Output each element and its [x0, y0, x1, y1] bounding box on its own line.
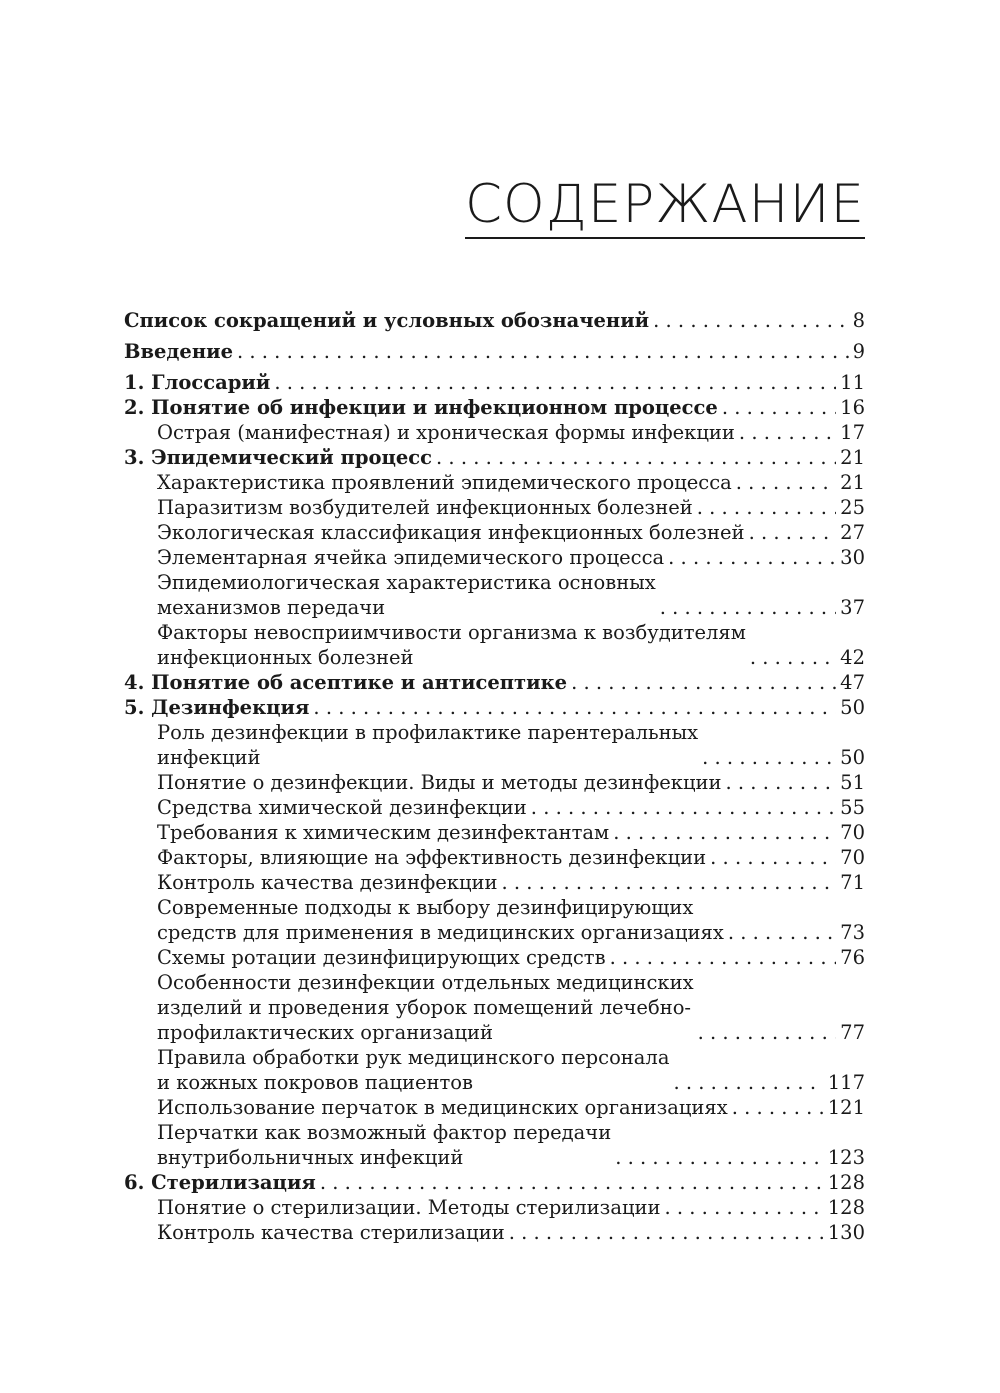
dot-leader: [313, 695, 836, 720]
dot-leader: [436, 445, 836, 470]
dot-leader: [722, 395, 836, 420]
toc-entry-title: [124, 445, 432, 470]
toc-entry: [124, 1045, 865, 1095]
toc-entry-title-line: Перчатки как возможный фактор передачи: [157, 1121, 612, 1144]
toc-entry: [124, 820, 865, 845]
toc-page-number: 47: [840, 671, 865, 694]
toc-page-number: 121: [827, 1096, 865, 1119]
dot-leader: [502, 870, 837, 895]
toc-entry-title: [157, 470, 732, 495]
toc-entry-title-line: Контроль качества стерилизации: [157, 1221, 505, 1244]
dot-leader: [710, 845, 836, 870]
toc-entry-title: [157, 820, 609, 845]
toc-entry-title-line: 6. Стерилизация: [124, 1171, 316, 1194]
dot-leader: [571, 670, 836, 695]
toc-entry: [124, 945, 865, 970]
toc-entry-title-line: 3. Эпидемический процесс: [124, 446, 433, 469]
toc-entry-title: [157, 570, 656, 620]
toc-page-number: 50: [840, 746, 865, 769]
toc-entry-title: [157, 1220, 505, 1245]
toc-entry: [124, 1170, 865, 1195]
toc-entry-title: [157, 970, 694, 1045]
toc-entry-title-line: Требования к химическим дезинфектантам: [157, 821, 610, 844]
toc-page-number: 123: [827, 1146, 865, 1169]
toc-entry-title-line: Роль дезинфекции в профилактике парентеральных: [157, 721, 699, 744]
toc-page-number: 11: [840, 371, 865, 394]
toc-page-number: 30: [840, 546, 865, 569]
dot-leader: [673, 1070, 823, 1095]
dot-leader: [702, 745, 836, 770]
toc-entry-title-line: 2. Понятие об инфекции и инфекционном процессе: [124, 396, 718, 419]
toc-entry-title: [124, 370, 270, 395]
dot-leader: [320, 1170, 824, 1195]
toc-entry: [124, 308, 865, 333]
dot-leader: [274, 370, 836, 395]
toc-page-number: 9: [852, 340, 865, 363]
toc-entry-title-line: Понятие о дезинфекции. Виды и методы дезинфекции: [157, 771, 722, 794]
toc-entry: [124, 695, 865, 720]
toc-entry-title-line: Характеристика проявлений эпидемического процесса: [157, 471, 732, 494]
toc-entry-title: [157, 845, 706, 870]
toc-entry-title-line: Паразитизм возбудителей инфекционных болезней: [157, 496, 693, 519]
toc-entry: [124, 895, 865, 945]
toc-entry-title-line: внутрибольничных инфекций: [157, 1146, 464, 1169]
toc-entry-title-line: Факторы невосприимчивости организма к возбудителям: [157, 621, 746, 644]
dot-leader: [668, 545, 836, 570]
toc-entry-title: [157, 720, 698, 770]
toc-entry: [124, 370, 865, 395]
toc-page-number: 16: [840, 396, 865, 419]
toc-entry-title-line: Использование перчаток в медицинских организациях: [157, 1096, 728, 1119]
table-of-contents: [124, 308, 865, 1245]
toc-entry-title: [157, 420, 735, 445]
dot-leader: [660, 595, 836, 620]
toc-entry-title-line: Средства химической дезинфекции: [157, 796, 527, 819]
dot-leader: [728, 920, 836, 945]
toc-entry-title: [157, 1045, 669, 1095]
toc-entry-title: [157, 895, 724, 945]
toc-entry: [124, 1195, 865, 1220]
toc-page-number: 21: [840, 446, 865, 469]
toc-page-number: 117: [827, 1071, 865, 1094]
toc-entry-title-line: и кожных покровов пациентов: [157, 1071, 474, 1094]
toc-page-number: 128: [827, 1196, 865, 1219]
dot-leader: [664, 1195, 823, 1220]
page-heading: СОДЕРЖАНИЕ: [465, 178, 865, 239]
toc-entry-title: [157, 945, 606, 970]
dot-leader: [736, 470, 836, 495]
toc-entry: [124, 339, 865, 364]
toc-entry: [124, 545, 865, 570]
toc-entry-title: [157, 545, 664, 570]
dot-leader: [750, 645, 836, 670]
toc-page-number: 17: [840, 421, 865, 444]
dot-leader: [509, 1220, 824, 1245]
toc-entry: [124, 770, 865, 795]
toc-entry: [124, 670, 865, 695]
toc-entry: [124, 445, 865, 470]
toc-entry-title: [157, 870, 498, 895]
toc-page-number: 8: [852, 309, 865, 332]
toc-entry-title: [157, 770, 722, 795]
toc-entry-title-line: 4. Понятие об асептике и антисептике: [124, 671, 568, 694]
dot-leader: [749, 520, 837, 545]
toc-entry-title-line: Элементарная ячейка эпидемического процесса: [157, 546, 665, 569]
toc-entry-title: [157, 795, 527, 820]
toc-page-number: 25: [840, 496, 865, 519]
toc-page-number: 76: [840, 946, 865, 969]
toc-entry-title: [157, 520, 745, 545]
toc-entry-title-line: профилактических организаций: [157, 1021, 494, 1044]
toc-entry-title: [157, 1095, 728, 1120]
toc-entry-title-line: 1. Глоссарий: [124, 371, 271, 394]
dot-leader: [615, 1145, 824, 1170]
toc-entry-title-line: Особенности дезинфекции отдельных медицинских: [157, 971, 694, 994]
toc-entry-title: [124, 695, 309, 720]
toc-entry-title-line: изделий и проведения уборок помещений лечебно-: [157, 996, 692, 1019]
toc-entry: [124, 395, 865, 420]
toc-entry: [124, 520, 865, 545]
toc-entry: [124, 1220, 865, 1245]
toc-entry-title-line: 5. Дезинфекция: [124, 696, 310, 719]
toc-entry: [124, 1120, 865, 1170]
toc-entry: [124, 620, 865, 670]
toc-page-number: 71: [840, 871, 865, 894]
toc-entry-title: [157, 1120, 611, 1170]
dot-leader: [610, 945, 837, 970]
toc-entry: [124, 495, 865, 520]
toc-entry: [124, 845, 865, 870]
toc-entry-title: [124, 339, 233, 364]
dot-leader: [732, 1095, 824, 1120]
toc-page-number: 128: [827, 1171, 865, 1194]
toc-entry-title-line: Современные подходы к выбору дезинфицирующих: [157, 896, 694, 919]
toc-entry-title-line: Список сокращений и условных обозначений: [124, 309, 650, 332]
dot-leader: [726, 770, 837, 795]
toc-entry: [124, 970, 865, 1045]
toc-entry: [124, 420, 865, 445]
toc-entry-title: [124, 1170, 316, 1195]
toc-page-number: 77: [840, 1021, 865, 1044]
dot-leader: [739, 420, 836, 445]
toc-entry-title-line: инфекций: [157, 746, 261, 769]
toc-entry-title-line: Факторы, влияющие на эффективность дезинфекции: [157, 846, 707, 869]
toc-page-number: 37: [840, 596, 865, 619]
toc-page-number: 27: [840, 521, 865, 544]
toc-entry: [124, 795, 865, 820]
toc-entry: [124, 870, 865, 895]
toc-page-number: 42: [840, 646, 865, 669]
dot-leader: [613, 820, 836, 845]
toc-entry: [124, 570, 865, 620]
dot-leader: [531, 795, 836, 820]
toc-entry-title: [124, 670, 567, 695]
toc-page-number: 51: [840, 771, 865, 794]
toc-entry: [124, 470, 865, 495]
toc-entry-title-line: Схемы ротации дезинфицирующих средств: [157, 946, 606, 969]
toc-entry-title-line: Контроль качества дезинфекции: [157, 871, 498, 894]
toc-entry-title-line: механизмов передачи: [157, 596, 386, 619]
dot-leader: [237, 339, 849, 364]
toc-entry-title: [157, 620, 746, 670]
toc-entry-title-line: Экологическая классификация инфекционных болезней: [157, 521, 745, 544]
toc-entry-title-line: Острая (манифестная) и хроническая формы инфекции: [157, 421, 735, 444]
toc-entry-title: [124, 395, 718, 420]
toc-page-number: 130: [827, 1221, 865, 1244]
toc-page-number: 21: [840, 471, 865, 494]
dot-leader: [653, 308, 848, 333]
toc-page-number: 70: [840, 846, 865, 869]
toc-page-number: 70: [840, 821, 865, 844]
toc-page-number: 73: [840, 921, 865, 944]
toc-page-number: 55: [840, 796, 865, 819]
toc-entry: [124, 720, 865, 770]
toc-entry-title-line: средств для применения в медицинских организациях: [157, 921, 724, 944]
dot-leader: [698, 1020, 837, 1045]
toc-entry-title-line: инфекционных болезней: [157, 646, 414, 669]
dot-leader: [697, 495, 836, 520]
toc-entry-title-line: Понятие о стерилизации. Методы стерилизации: [157, 1196, 661, 1219]
toc-entry-title-line: Введение: [124, 340, 233, 363]
toc-entry-title-line: Эпидемиологическая характеристика основных: [157, 571, 656, 594]
toc-page-number: 50: [840, 696, 865, 719]
toc-entry-title: [124, 308, 649, 333]
toc-entry-title-line: Правила обработки рук медицинского персонала: [157, 1046, 670, 1069]
toc-entry: [124, 1095, 865, 1120]
toc-entry-title: [157, 1195, 660, 1220]
toc-entry-title: [157, 495, 693, 520]
